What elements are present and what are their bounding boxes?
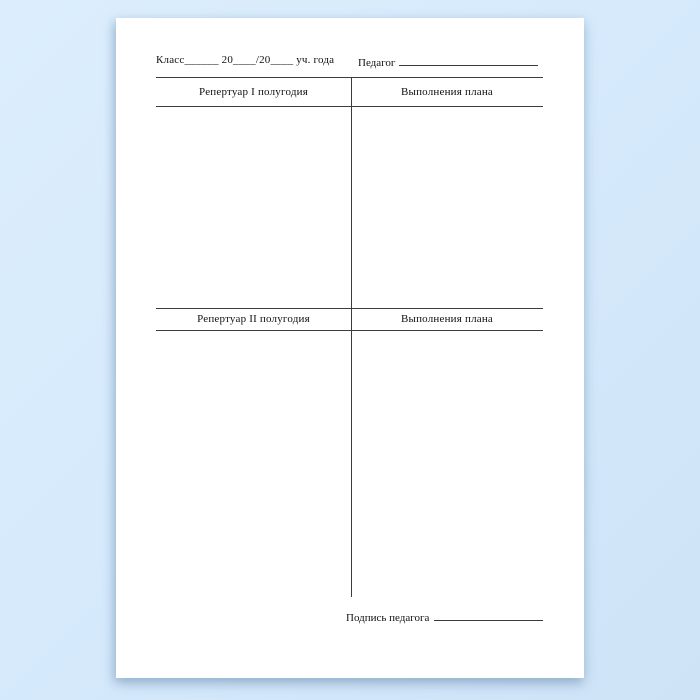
table-column-divider	[351, 77, 352, 597]
section2-right-header: Выполнения плана	[400, 313, 494, 325]
signature-field	[346, 609, 543, 624]
table-rule-header1-bottom	[156, 106, 543, 107]
section1-left-header: Репертуар I полугодия	[199, 85, 308, 98]
signature-blank-rule	[434, 609, 543, 621]
section1-header-row	[156, 77, 543, 106]
teacher-label: Педагог	[358, 57, 396, 69]
teacher-field	[358, 54, 538, 69]
section1-right-header: Выполнения плана	[400, 85, 494, 98]
signature-label: Подпись педагога	[346, 612, 430, 624]
section2-left-header: Репертуар II полугодия	[197, 313, 310, 325]
document-page	[116, 18, 584, 678]
section2-header-row	[156, 308, 543, 330]
repertoire-table	[156, 77, 543, 600]
teacher-blank-rule	[399, 54, 538, 66]
class-year-field: Класс______ 20____/20____ уч. года	[156, 54, 335, 66]
table-rule-header2-bottom	[156, 330, 543, 331]
